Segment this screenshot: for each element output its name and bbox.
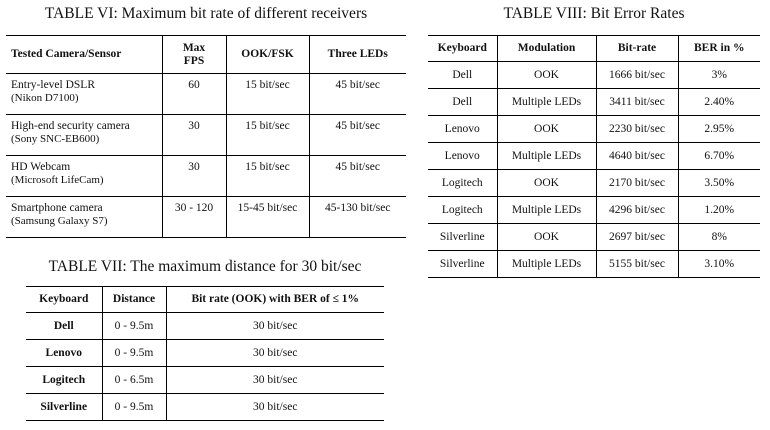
table8-cell-ber: 3.50% bbox=[678, 170, 760, 197]
table8-block bbox=[428, 5, 760, 278]
table7-cell-keyboard: Dell bbox=[26, 313, 102, 340]
table6-cell-leds: 45 bit/sec bbox=[309, 156, 406, 197]
table8-cell-modulation: Multiple LEDs bbox=[497, 251, 596, 278]
table8-header-row bbox=[428, 36, 760, 62]
table7-cell-rate: 30 bit/sec bbox=[166, 340, 384, 367]
table6-header-fps bbox=[162, 36, 226, 74]
table8-cell-modulation: OOK bbox=[497, 224, 596, 251]
table8-cell-ber: 2.95% bbox=[678, 116, 760, 143]
table7-cell-keyboard: Silverline bbox=[26, 394, 102, 421]
table6-header-fps-line1: Max bbox=[182, 41, 206, 54]
table6-cell-sensor bbox=[6, 74, 162, 115]
table8-cell-keyboard: Dell bbox=[428, 89, 497, 116]
sensor-model: (Sony SNC-EB600) bbox=[11, 133, 100, 145]
table6-cell-ook: 15 bit/sec bbox=[226, 156, 309, 197]
table6-header-row bbox=[6, 36, 406, 74]
table-row bbox=[428, 170, 760, 197]
table-row bbox=[26, 367, 384, 394]
table6-cell-fps: 30 bbox=[162, 115, 226, 156]
table6 bbox=[6, 35, 406, 238]
table6-cell-ook: 15 bit/sec bbox=[226, 115, 309, 156]
table8-cell-keyboard: Dell bbox=[428, 62, 497, 89]
table8-cell-rate: 2230 bit/sec bbox=[596, 116, 678, 143]
table6-header-sensor: Tested Camera/Sensor bbox=[6, 36, 162, 74]
sensor-name: Smartphone camera bbox=[11, 202, 103, 214]
table8-header-modulation: Modulation bbox=[497, 36, 596, 62]
sensor-name: Entry-level DSLR bbox=[11, 79, 95, 91]
table8-cell-ber: 1.20% bbox=[678, 197, 760, 224]
table-row bbox=[26, 340, 384, 367]
table6-block bbox=[6, 5, 406, 238]
table6-cell-fps: 60 bbox=[162, 74, 226, 115]
table8-cell-keyboard: Lenovo bbox=[428, 143, 497, 170]
table7-cell-distance: 0 - 6.5m bbox=[102, 367, 166, 394]
table7 bbox=[26, 286, 384, 421]
table8-cell-modulation: OOK bbox=[497, 116, 596, 143]
table8-header-keyboard: Keyboard bbox=[428, 36, 497, 62]
table8-cell-modulation: Multiple LEDs bbox=[497, 197, 596, 224]
table8-cell-keyboard: Silverline bbox=[428, 251, 497, 278]
table8-cell-ber: 8% bbox=[678, 224, 760, 251]
table8-cell-rate: 4296 bit/sec bbox=[596, 197, 678, 224]
table8-cell-rate: 1666 bit/sec bbox=[596, 62, 678, 89]
sensor-model: (Samsung Galaxy S7) bbox=[11, 215, 108, 227]
sensor-model: (Nikon D7100) bbox=[11, 92, 79, 104]
sensor-name: High-end security camera bbox=[11, 120, 130, 132]
table6-cell-ook: 15-45 bit/sec bbox=[226, 197, 309, 238]
table-row bbox=[428, 197, 760, 224]
table7-header-rate: Bit rate (OOK) with BER of ≤ 1% bbox=[166, 287, 384, 313]
table-row bbox=[6, 197, 406, 238]
table7-cell-distance: 0 - 9.5m bbox=[102, 394, 166, 421]
table6-caption: TABLE VI: Maximum bit rate of different receivers bbox=[44, 5, 368, 22]
table8-cell-ber: 3% bbox=[678, 62, 760, 89]
table6-cell-leds: 45-130 bit/sec bbox=[309, 197, 406, 238]
table8-cell-rate: 2697 bit/sec bbox=[596, 224, 678, 251]
table8-cell-keyboard: Logitech bbox=[428, 197, 497, 224]
sensor-model: (Microsoft LifeCam) bbox=[11, 174, 104, 186]
table-row bbox=[428, 224, 760, 251]
table-row bbox=[428, 143, 760, 170]
table8-cell-rate: 3411 bit/sec bbox=[596, 89, 678, 116]
table-row bbox=[6, 156, 406, 197]
table8 bbox=[428, 35, 760, 278]
table7-cell-keyboard: Lenovo bbox=[26, 340, 102, 367]
table8-cell-keyboard: Silverline bbox=[428, 224, 497, 251]
table7-cell-rate: 30 bit/sec bbox=[166, 394, 384, 421]
table6-cell-sensor bbox=[6, 156, 162, 197]
table6-cell-sensor bbox=[6, 197, 162, 238]
table7-header-distance: Distance bbox=[102, 287, 166, 313]
table7-caption: TABLE VII: The maximum distance for 30 bit/sec bbox=[48, 258, 362, 275]
table8-header-ber: BER in % bbox=[678, 36, 760, 62]
table6-header-fps-line2: FPS bbox=[183, 54, 205, 67]
table7-cell-keyboard: Logitech bbox=[26, 367, 102, 394]
table8-caption: TABLE VIII: Bit Error Rates bbox=[503, 5, 685, 22]
table-row bbox=[26, 394, 384, 421]
table8-cell-keyboard: Logitech bbox=[428, 170, 497, 197]
table6-cell-fps: 30 - 120 bbox=[162, 197, 226, 238]
table-row bbox=[6, 115, 406, 156]
table8-cell-modulation: Multiple LEDs bbox=[497, 89, 596, 116]
table-row bbox=[6, 74, 406, 115]
table6-cell-leds: 45 bit/sec bbox=[309, 115, 406, 156]
table7-header-keyboard: Keyboard bbox=[26, 287, 102, 313]
table6-cell-leds: 45 bit/sec bbox=[309, 74, 406, 115]
table8-cell-rate: 5155 bit/sec bbox=[596, 251, 678, 278]
table6-header-leds: Three LEDs bbox=[309, 36, 406, 74]
table6-cell-ook: 15 bit/sec bbox=[226, 74, 309, 115]
table8-cell-ber: 2.40% bbox=[678, 89, 760, 116]
table7-cell-rate: 30 bit/sec bbox=[166, 367, 384, 394]
table8-cell-modulation: OOK bbox=[497, 170, 596, 197]
table7-cell-distance: 0 - 9.5m bbox=[102, 340, 166, 367]
table7-block bbox=[26, 258, 384, 421]
table8-header-rate: Bit-rate bbox=[596, 36, 678, 62]
table8-cell-rate: 4640 bit/sec bbox=[596, 143, 678, 170]
table7-cell-distance: 0 - 9.5m bbox=[102, 313, 166, 340]
table8-cell-modulation: Multiple LEDs bbox=[497, 143, 596, 170]
sensor-name: HD Webcam bbox=[11, 161, 71, 173]
table-row bbox=[428, 62, 760, 89]
table8-cell-keyboard: Lenovo bbox=[428, 116, 497, 143]
table-row bbox=[428, 251, 760, 278]
table7-header-row bbox=[26, 287, 384, 313]
table8-cell-ber: 6.70% bbox=[678, 143, 760, 170]
table-row bbox=[428, 89, 760, 116]
table8-cell-modulation: OOK bbox=[497, 62, 596, 89]
table6-cell-sensor bbox=[6, 115, 162, 156]
table8-cell-ber: 3.10% bbox=[678, 251, 760, 278]
table7-cell-rate: 30 bit/sec bbox=[166, 313, 384, 340]
table-row bbox=[26, 313, 384, 340]
table8-cell-rate: 2170 bit/sec bbox=[596, 170, 678, 197]
table-row bbox=[428, 116, 760, 143]
table6-cell-fps: 30 bbox=[162, 156, 226, 197]
table6-header-ook: OOK/FSK bbox=[226, 36, 309, 74]
